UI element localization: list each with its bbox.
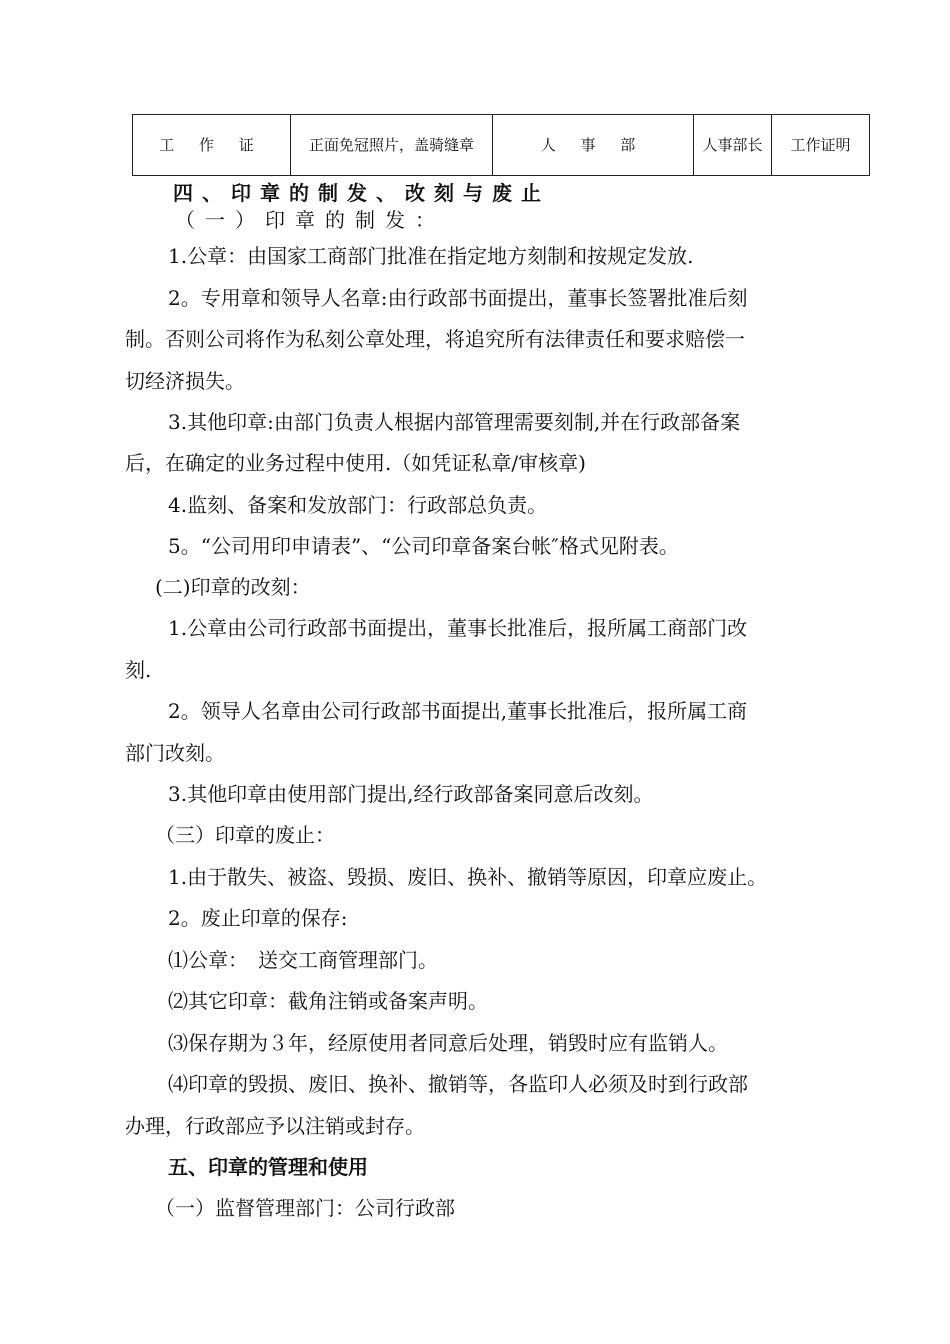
paragraph: 2。废止印章的保存: <box>168 906 348 930</box>
paragraph: 1.公章：由国家工商部门批准在指定地方刻制和按规定发放. <box>168 244 694 268</box>
paragraph: 1.公章由公司行政部书面提出，董事长批准后，报所属工商部门改 <box>168 616 748 640</box>
list-item: 办理，行政部应予以注销或封存。 <box>125 1114 425 1138</box>
list-item: ⑷印章的毁损、废旧、换补、撤销等，各监印人必须及时到行政部 <box>168 1072 748 1096</box>
section4-sub3-title: （三）印章的废止： <box>155 823 335 847</box>
paragraph: 部门改刻。 <box>125 741 225 765</box>
section4-title: 四、印章的制发、改刻与废止 <box>173 181 550 205</box>
paragraph: 切经济损失。 <box>125 369 245 393</box>
table-cell-item: 工 作 证 <box>133 115 291 176</box>
paragraph: 4.监刻、备案和发放部门：行政部总负责。 <box>168 493 548 517</box>
table-cell-note: 工作证明 <box>772 115 870 176</box>
table-cell-approver: 人事部长 <box>694 115 772 176</box>
table-cell-department: 人 事 部 <box>493 115 694 176</box>
seal-table <box>132 114 870 176</box>
paragraph: 5。“公司用印申请表”、“公司印章备案台帐″格式见附表。 <box>168 534 679 558</box>
paragraph: 制。否则公司将作为私刻公章处理，将追究所有法律责任和要求赔偿一 <box>125 327 745 351</box>
section5-sub1: （一）监督管理部门：公司行政部 <box>155 1196 455 1220</box>
section4-sub2-title: (二)印章的改刻： <box>155 575 311 599</box>
list-item: ⑶保存期为３年，经原使用者同意后处理，销毁时应有监销人。 <box>168 1031 728 1055</box>
section5-title: 五、印章的管理和使用 <box>168 1155 368 1179</box>
paragraph: 2。专用章和领导人名章:由行政部书面提出，董事长签署批准后刻 <box>168 286 748 310</box>
paragraph: 刻. <box>125 658 152 682</box>
paragraph: 3.其他印章:由部门负责人根据内部管理需要刻制,并在行政部备案 <box>168 410 741 434</box>
paragraph: 2。领导人名章由公司行政部书面提出,董事长批准后，报所属工商 <box>168 699 748 723</box>
list-item: ⑵其它印章：截角注销或备案声明。 <box>168 989 488 1013</box>
paragraph: 3.其他印章由使用部门提出,经行政部备案同意后改刻。 <box>168 782 654 806</box>
section4-sub1-title: （一）印章的制发： <box>175 208 445 232</box>
table-cell-requirement: 正面免冠照片，盖骑缝章 <box>291 115 493 176</box>
list-item: ⑴公章： 送交工商管理部门。 <box>168 948 438 972</box>
table-row <box>133 115 870 176</box>
paragraph: 后，在确定的业务过程中使用.（如凭证私章/审核章) <box>125 451 586 475</box>
paragraph: 1.由于散失、被盗、毁损、废旧、换补、撤销等原因，印章应废止。 <box>168 865 768 889</box>
